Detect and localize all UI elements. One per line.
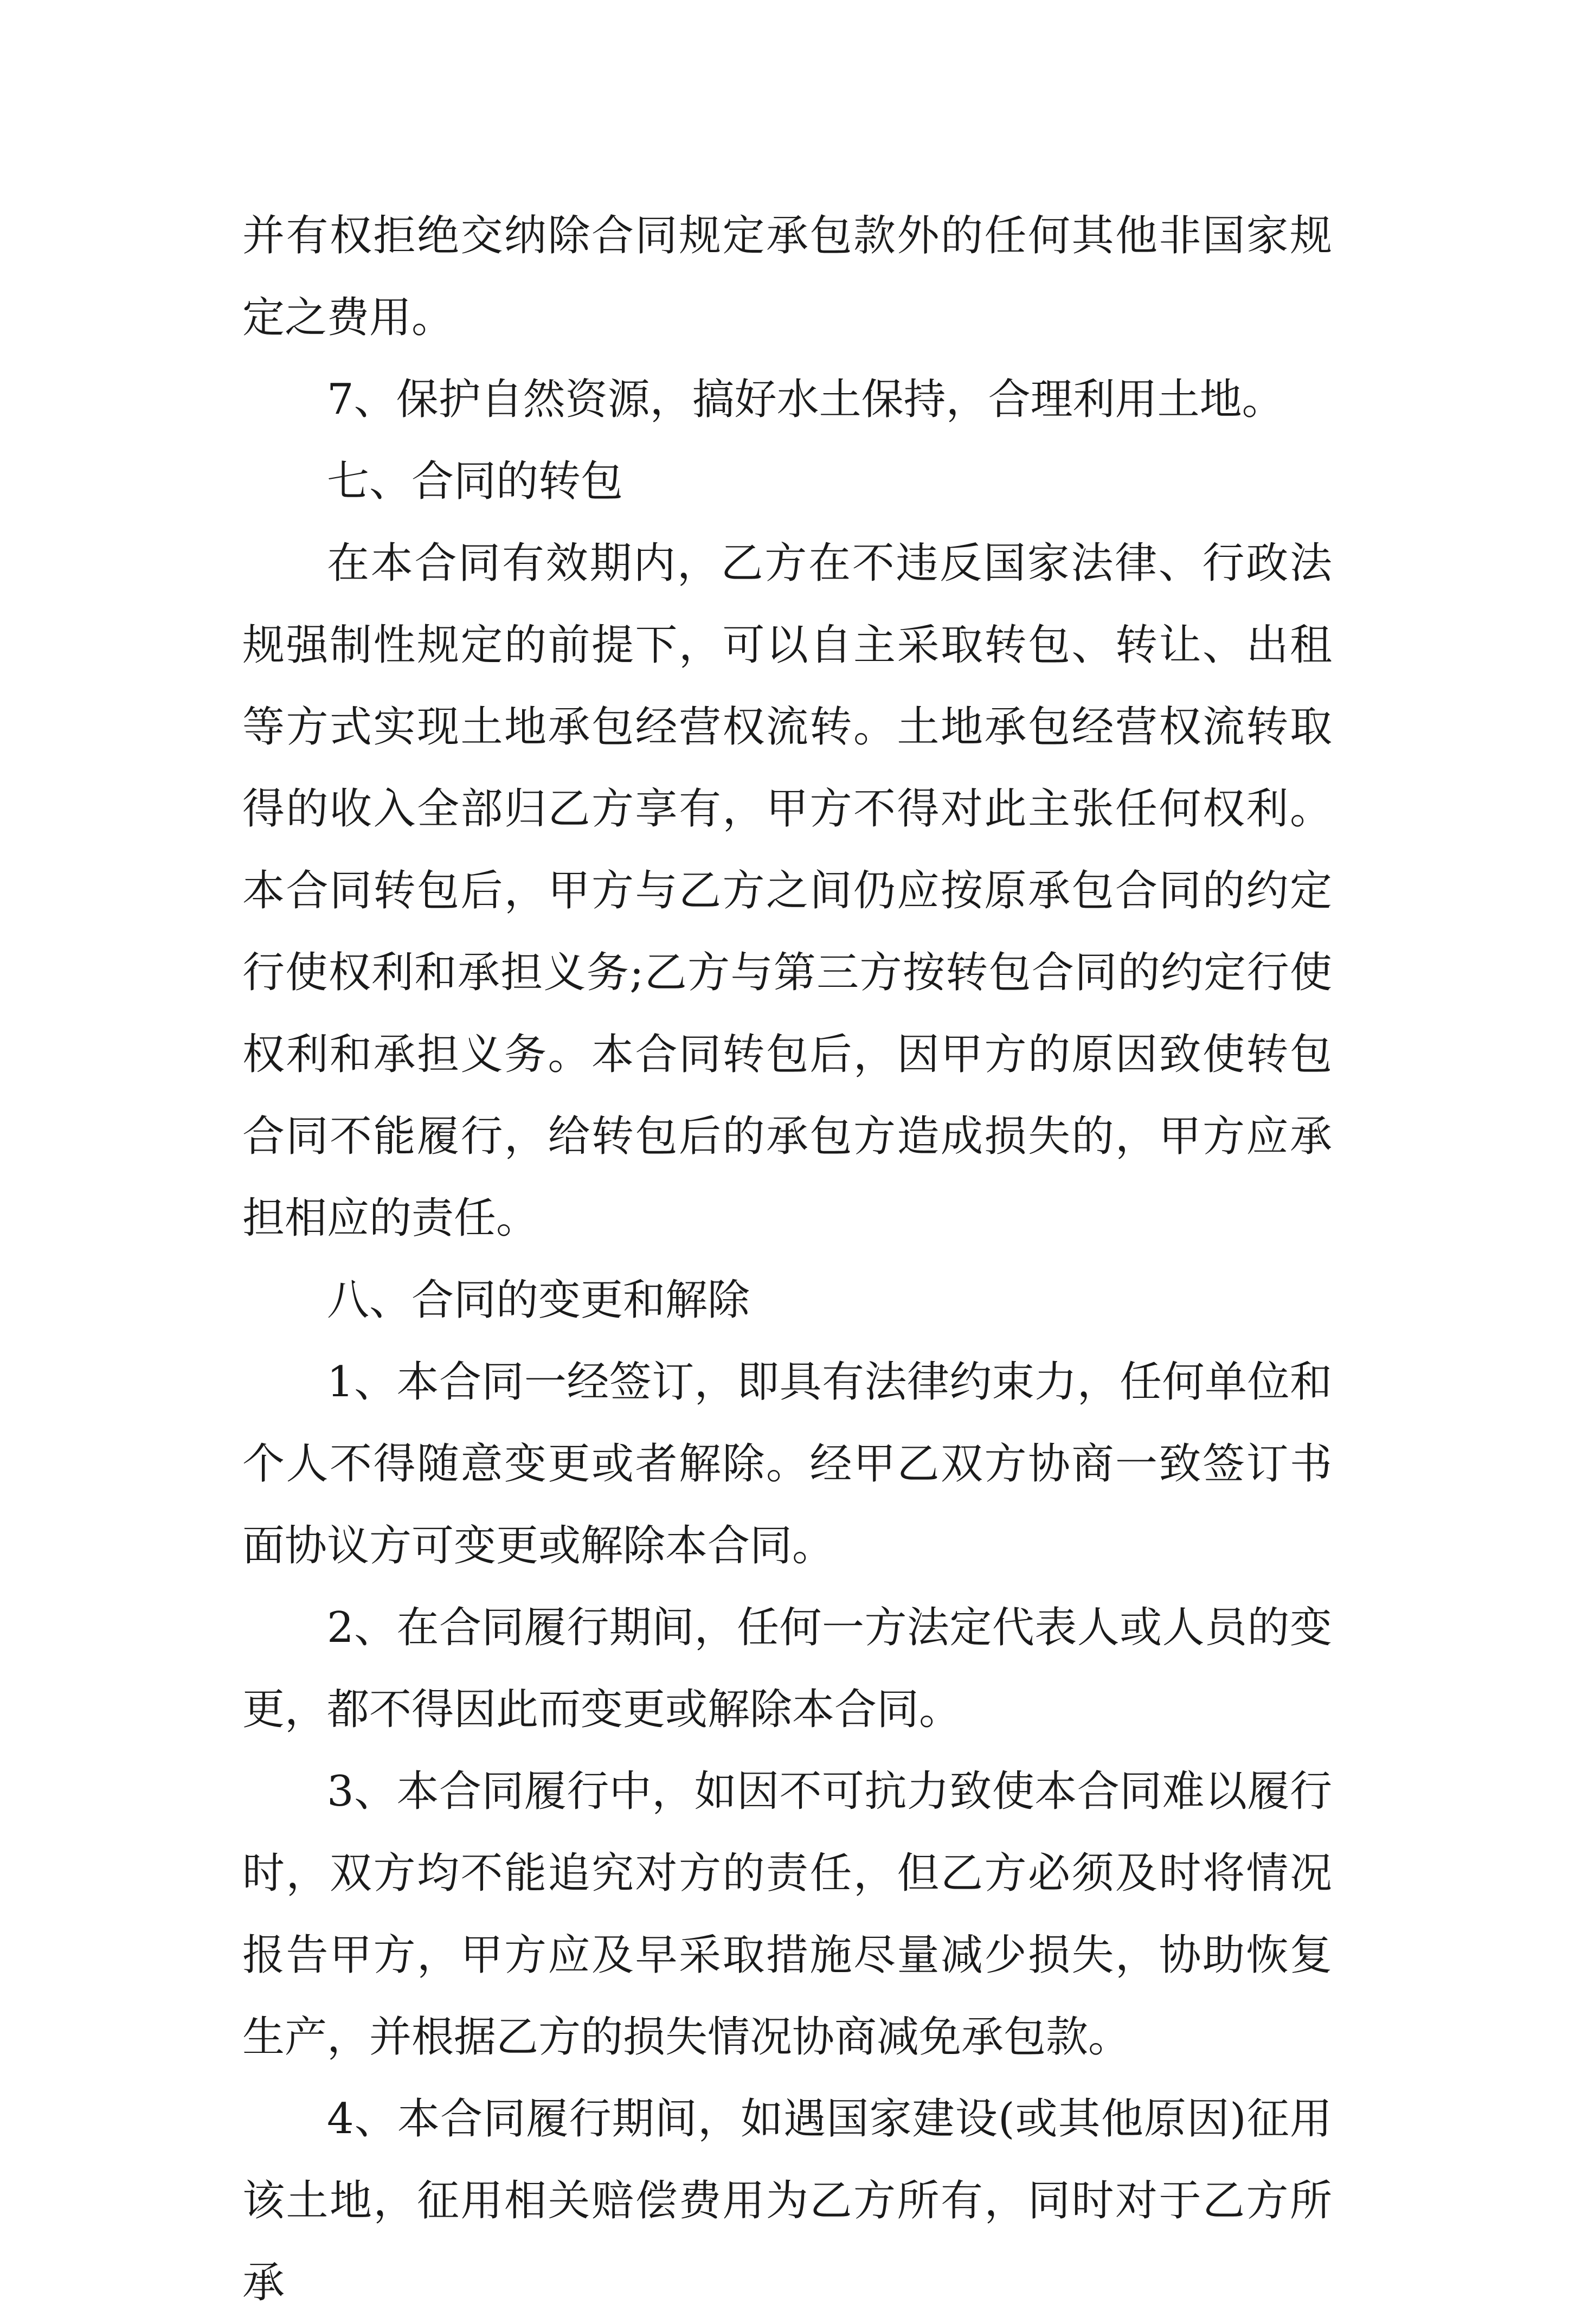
paragraph-continuation: 并有权拒绝交纳除合同规定承包款外的任何其他非国家规定之费用。 (242, 211, 1332, 342)
paragraph-change-3: 3、本合同履行中，如因不可抗力致使本合同难以履行时，双方均不能追究对方的责任，但乙方必须及时将情况报告甲方，甲方应及早采取措施尽量减少损失，协助恢复生产，并根据乙方的损失情况协商减免承包款。 (242, 1767, 1332, 2062)
paragraph-change-4: 4、本合同履行期间，如遇国家建设(或其他原因)征用该土地，征用相关赔偿费用为乙方所有，同时对于乙方所承 (242, 2095, 1332, 2307)
section-heading-sublet: 七、合同的转包 (327, 457, 623, 506)
contract-body (242, 195, 1332, 2324)
section-heading-change-termination: 八、合同的变更和解除 (327, 1276, 750, 1325)
paragraph-change-1: 1、本合同一经签订，即具有法律约束力，任何单位和个人不得随意变更或者解除。经甲乙双方协商一致签订书面协议方可变更或解除本合同。 (242, 1358, 1332, 1570)
paragraph-item-7: 7、保护自然资源，搞好水土保持，合理利用土地。 (327, 375, 1284, 424)
paragraph-change-2: 2、在合同履行期间，任何一方法定代表人或人员的变更，都不得因此而变更或解除本合同。 (242, 1603, 1332, 1734)
paragraph-sublet-terms: 在本合同有效期内，乙方在不违反国家法律、行政法规强制性规定的前提下，可以自主采取转包、转让、出租等方式实现土地承包经营权流转。土地承包经营权流转取得的收入全部归乙方享有，甲方不得对此主张任何权利。本合同转包后，甲方与乙方之间仍应按原承包合同的约定行使权利和承担义务;乙方与第三方按转包合同的约定行使权利和承担义务。本合同转包后，因甲方的原因致使转包合同不能履行，给转包后的承包方造成损失的，甲方应承担相应的责任。 (242, 539, 1332, 1243)
